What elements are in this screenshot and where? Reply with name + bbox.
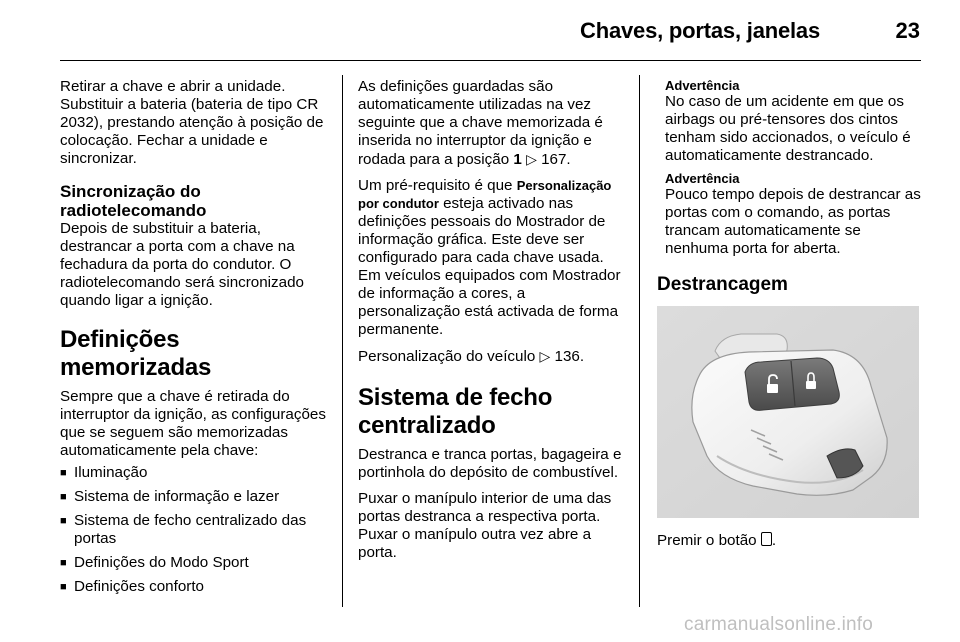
column-2: [358, 78, 626, 570]
page-reference: 136.: [550, 348, 585, 365]
remote-key-illustration: [657, 306, 919, 518]
warning-title: Advertência: [665, 78, 740, 93]
battery-intro-paragraph: Retirar a chave e abrir a unidade. Substituir a bateria (bateria de tipo CR 2032), prestando atenção à posição de colocação. Fechar a unidade e sincronizar.: [60, 78, 324, 167]
warning-text: Pouco tempo depois de destrancar as portas com o comando, as portas trancam automaticamente se nenhuma porta for aberta.: [665, 186, 921, 257]
prerequisite-paragraph: [358, 177, 626, 339]
memorized-settings-heading: Definições memorizadas: [60, 326, 212, 381]
warning-title: Advertência: [665, 171, 740, 186]
unlocking-heading: Destrancagem: [657, 274, 788, 295]
list-item: ■ Sistema de fecho centralizado das portas: [60, 512, 330, 548]
column-divider-1: [342, 75, 343, 607]
stored-settings-paragraph: [358, 78, 626, 169]
page-reference-icon: ▷: [526, 151, 537, 167]
sync-paragraph: Depois de substituir a bateria, destrancar a porta com a chave na fechadura da porta do condutor. O radiotelecomando será sincronizado quando ligar a ignição.: [60, 220, 304, 309]
watermark: carmanualsonline.info: [684, 614, 874, 635]
page-reference: 167.: [536, 151, 571, 168]
prerequisite-text-cont: esteja activado nas definições pessoais do Mostrador de informação gráfica. Este deve ser configurado para cada chave usada. Em veículos equipados com Mostrador de informação a cores, a personalização está activada de forma permanente.: [358, 195, 621, 338]
vehicle-personalization-paragraph: [358, 347, 626, 366]
running-header-title: Chaves, portas, janelas: [580, 18, 820, 43]
unlock-button-icon: [761, 532, 772, 546]
column-3: [657, 78, 925, 558]
unlock-instruction: Premir o botão .: [657, 532, 777, 549]
prerequisite-text: Um pré-requisito é que: [358, 177, 517, 194]
ignition-position: 1: [513, 151, 522, 168]
central-locking-heading: Sistema de fecho centralizado: [358, 384, 553, 439]
unlock-caption: Premir o botão: [657, 532, 757, 549]
header-divider: [60, 60, 921, 61]
column-1: [60, 78, 330, 602]
memorized-settings-paragraph: Sempre que a chave é retirada do interruptor da ignição, as configurações que se seguem são memorizadas automaticamente pela chave:: [60, 388, 326, 459]
warning-block-2: [657, 171, 925, 258]
warning-text: No caso de um acidente em que os airbags ou pré-tensores dos cintos tenham sido accionados, o veículo é automaticamente destrancado.: [665, 93, 911, 164]
warning-block-1: [657, 78, 925, 165]
central-locking-paragraph-2: Puxar o manípulo interior de uma das portas destranca a respectiva porta. Puxar o manípulo outra vez abre a porta.: [358, 490, 612, 561]
list-item: ■ Definições do Modo Sport: [60, 554, 330, 572]
driver-personalization-term: Personalização por condutor: [358, 178, 612, 211]
sync-heading: Sincronização do radiotelecomando: [60, 182, 207, 220]
vehicle-personalization-text: Personalização do veículo: [358, 348, 540, 365]
central-locking-paragraph-1: Destranca e tranca portas, bagageira e portinhola do depósito de combustível.: [358, 446, 622, 481]
page-reference-icon: ▷: [539, 348, 551, 364]
list-item: ■ Iluminação: [60, 464, 330, 482]
page-number: 23: [895, 18, 920, 43]
stored-settings-text: As definições guardadas são automaticamente utilizadas na vez seguinte que a chave memorizada é inserida no interruptor da ignição e rodada para a posição: [358, 78, 603, 168]
memorized-settings-list: [60, 464, 330, 596]
list-item: ■ Sistema de informação e lazer: [60, 488, 330, 506]
column-divider-2: [639, 75, 640, 607]
list-item: ■ Definições conforto: [60, 578, 330, 596]
